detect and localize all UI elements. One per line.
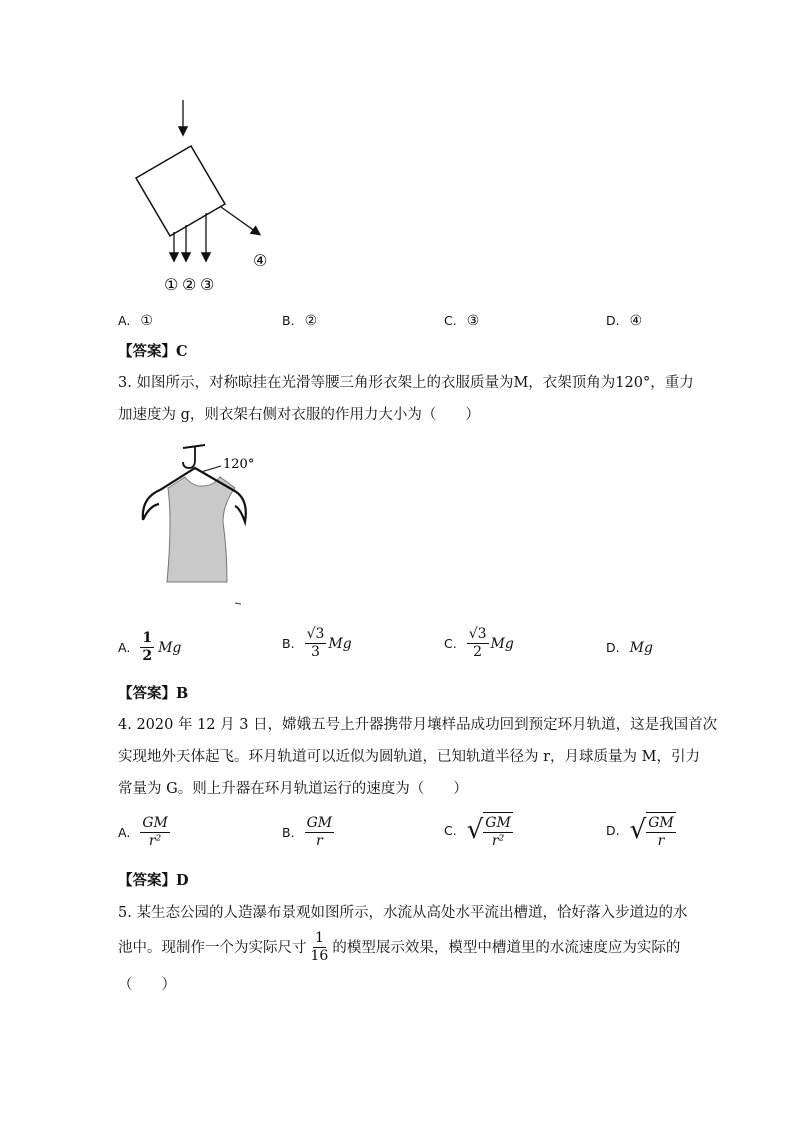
q4-text-line1: 4. 2020 年 12 月 3 日，嫦娥五号上升器携带月壤样品成功回到预定环月轨道，这是我国首次 [118,717,718,733]
q4-answer: 【答案】D [118,872,189,889]
q4-option-b[interactable]: B. $\frac{GM}{r}$ [282,815,333,849]
q3-text-line2: 加速度为 g，则衣架右侧对衣服的作用力大小为（ ） [118,407,480,423]
block [136,146,225,236]
angle-label: 120° [223,457,255,472]
q4-option-d[interactable]: D. √ $\frac{GM}{r}$ [606,812,676,850]
q2-option-b[interactable]: B. ② [282,313,318,329]
q3-option-d[interactable]: D. Mg [606,640,653,656]
q2-option-a[interactable]: A. ① [118,313,153,329]
hanger-rod [183,445,205,448]
angle-pointer [201,466,221,472]
q5-fraction: $\frac{1}{16}$ [310,930,329,964]
q4-option-c[interactable]: C. √ $\frac{GM}{\text{r²}}$ [444,812,513,850]
q5-text-line1: 5. 某生态公园的人造瀑布景观如图所示，水流从高处水平流出槽道，恰好落入步道边的水 [118,905,688,921]
arrow-4 [221,207,259,234]
q2-option-d[interactable]: D. ④ [606,313,643,329]
q3-option-c[interactable]: C. $\frac{√3}{2}$ Mg [444,626,514,660]
q2-answer: 【答案】C [118,343,188,360]
q3-option-b[interactable]: B. $\frac{√3}{3}$ Mg [282,626,352,660]
q4-a-fraction: $\frac{GM}{\text{r²}}$ [142,815,168,849]
q4-text-line3: 常量为 G。则上升器在环月轨道运行的速度为（ ） [118,781,468,797]
q4-c-sqrt: √ $\frac{GM}{\text{r²}}$ [467,812,513,850]
bottom-mark [235,603,241,604]
q4-option-a[interactable]: A. $\frac{GM}{\text{r²}}$ [118,815,168,849]
q5-text-line3: （ ） [118,977,176,993]
hanger-left-tip [143,504,159,520]
q4-d-sqrt: √ $\frac{GM}{r}$ [630,812,676,850]
q3-option-a[interactable]: A. $\frac{1}{2}$ Mg [118,630,182,664]
q4-b-fraction: $\frac{GM}{r}$ [306,815,333,849]
label-4: ④ [253,251,268,270]
q3-answer: 【答案】B [118,685,189,702]
q3-a-fraction: $\frac{1}{2}$ [142,630,153,664]
q3-text-line1: 3. 如图所示，对称晾挂在光滑等腰三角形衣架上的衣服质量为M，衣架顶角为120°，重力 [118,375,694,391]
force-diagram [125,100,285,300]
q3-c-fraction: $\frac{√3}{2}$ [468,626,487,660]
hanger-hook [183,446,195,468]
label-1: ① [164,275,179,294]
shirt [167,477,235,582]
q3-b-fraction: $\frac{√3}{3}$ [306,626,325,660]
q2-option-c[interactable]: C. ③ [444,313,480,329]
sqrt-icon: √ [466,815,484,845]
label-3: ③ [200,275,215,294]
sqrt-icon: √ [629,815,647,845]
q4-text-line2: 实现地外天体起飞。环月轨道可以近似为圆轨道，已知轨道半径为 r，月球质量为 M，引力 [118,749,700,765]
q5-text-line2: 池中。现制作一个为实际尺寸 $\frac{1}{16}$ 的模型展示效果，模型中槽道里的水流速度应为实际的 [118,930,681,964]
label-2: ② [182,275,197,294]
hanger-figure [135,440,275,610]
